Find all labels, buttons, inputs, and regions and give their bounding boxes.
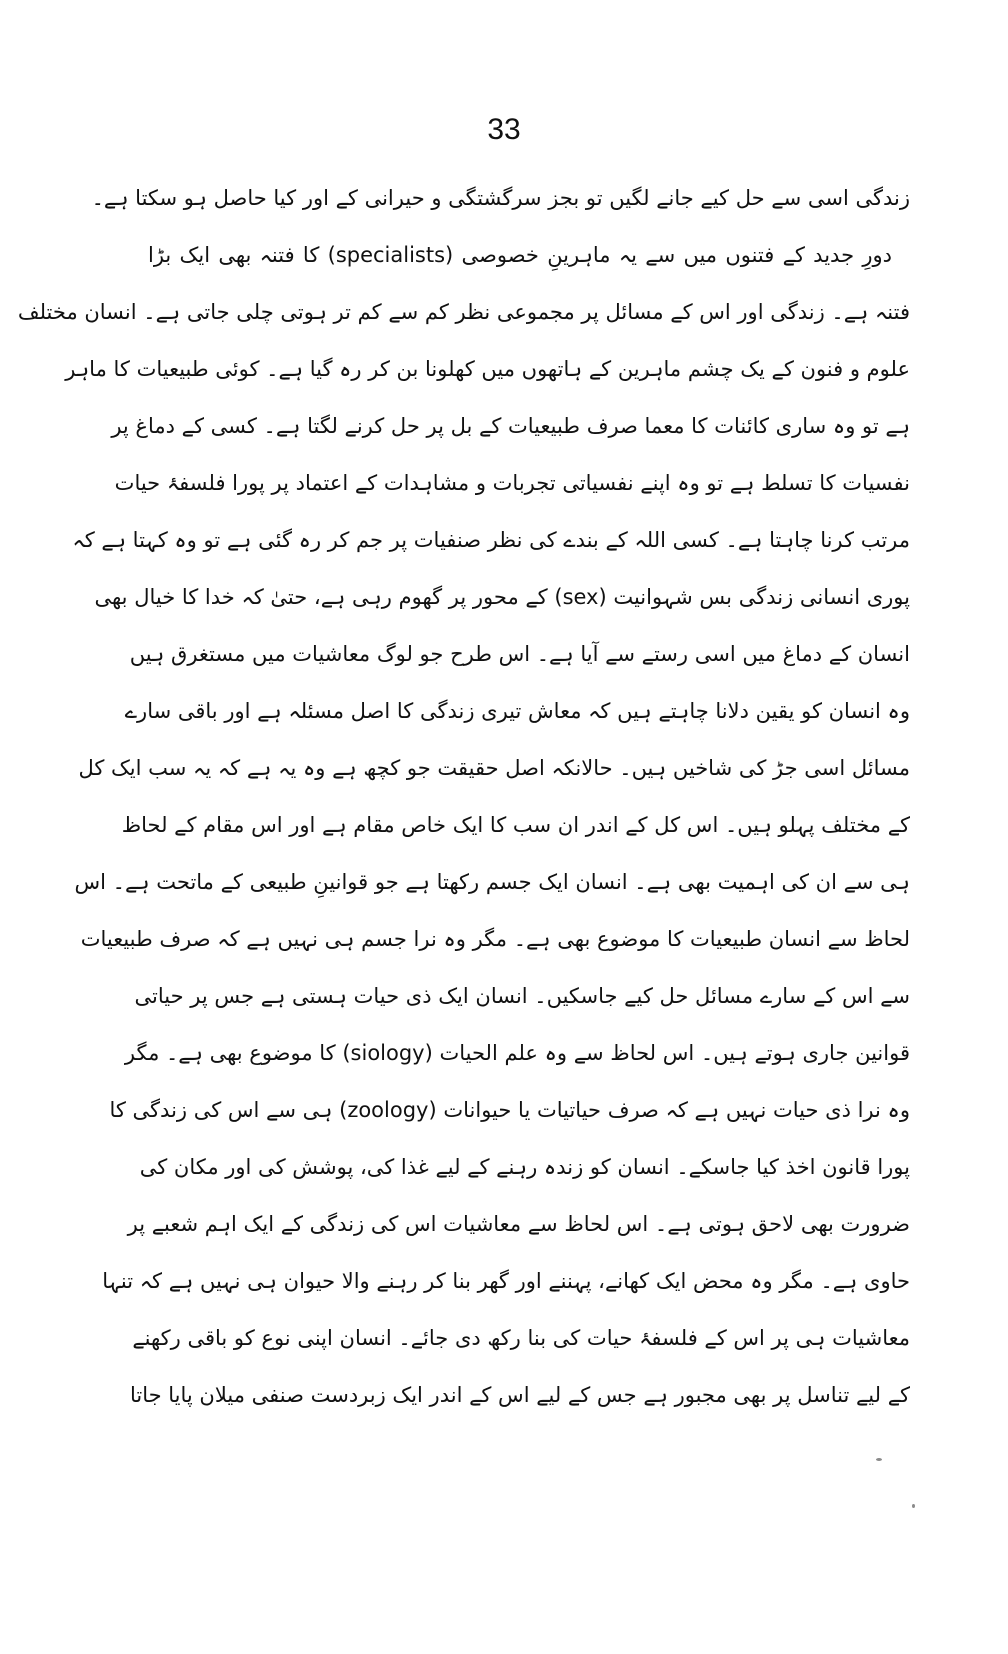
text-line: وہ انسان کو یقین دلانا چاہتے ہیں کہ معاش تیری زندگی کا اصل مسئلہ ہے اور باقی سارے [124, 699, 910, 723]
text-line: ضرورت بھی لاحق ہوتی ہے۔ اس لحاظ سے معاشیات اس کی زندگی کے ایک اہم شعبے پر [127, 1212, 910, 1236]
scan-speck [876, 1458, 882, 1461]
body-text [17, 170, 910, 1424]
text-line: حاوی ہے۔ مگر وہ محض ایک کھانے، پہننے اور گھر بنا کر رہنے والا حیوان ہی نہیں ہے کہ تنہا [102, 1269, 910, 1293]
text-line: ہی سے ان کی اہمیت بھی ہے۔ انسان ایک جسم رکھتا ہے جو قوانینِ طبیعی کے ماتحت ہے۔ اس [74, 870, 910, 894]
text-line: مرتب کرنا چاہتا ہے۔ کسی اللہ کے بندے کی نظر صنفیات پر جم کر رہ گئی ہے تو وہ کہتا ہے کہ [72, 528, 910, 552]
text-line: فتنہ ہے۔ زندگی اور اس کے مسائل پر مجموعی نظر کم سے کم تر ہوتی چلی جاتی ہے۔ انسان مختلف [17, 300, 910, 324]
text-line: زندگی اسی سے حل کیے جانے لگیں تو بجز سرگشتگی و حیرانی کے اور کیا حاصل ہو سکتا ہے۔ [91, 186, 910, 210]
text-line: قوانین جاری ہوتے ہیں۔ اس لحاظ سے وہ علم الحیات (siology) کا موضوع بھی ہے۔ مگر [124, 1041, 910, 1065]
text-line: دورِ جدید کے فتنوں میں سے یہ ماہرینِ خصوصی (specialists) کا فتنہ بھی ایک بڑا [148, 243, 892, 267]
text-line: نفسیات کا تسلط ہے تو وہ اپنے نفسیاتی تجربات و مشاہدات کے اعتماد پر پورا فلسفۂ حیات [114, 471, 910, 495]
text-line: سے اس کے سارے مسائل حل کیے جاسکیں۔ انسان ایک ذی حیات ہستی ہے جس پر حیاتی [134, 984, 910, 1008]
text-line: وہ نرا ذی حیات نہیں ہے کہ صرف حیاتیات یا حیوانات (zoology) ہی سے اس کی زندگی کا [109, 1098, 910, 1122]
text-line: پوری انسانی زندگی بس شہوانیت (sex) کے محور پر گھوم رہی ہے، حتیٰ کہ خدا کا خیال بھی [94, 585, 910, 609]
text-line: معاشیات ہی پر اس کے فلسفۂ حیات کی بنا رکھ دی جائے۔ انسان اپنی نوع کو باقی رکھنے [132, 1326, 910, 1350]
text-line: لحاظ سے انسان طبیعیات کا موضوع بھی ہے۔ مگر وہ نرا جسم ہی نہیں ہے کہ صرف طبیعیات [80, 927, 910, 951]
text-line: علوم و فنون کے یک چشم ماہرین کے ہاتھوں میں کھلونا بن کر رہ گیا ہے۔ کوئی طبیعیات کا ماہر [65, 357, 910, 381]
scan-speck [912, 1504, 915, 1508]
page-number: 33 [487, 113, 521, 146]
text-line: کے مختلف پہلو ہیں۔ اس کل کے اندر ان سب کا ایک خاص مقام ہے اور اس مقام کے لحاظ [121, 813, 910, 837]
text-line: ہے تو وہ ساری کائنات کا معما صرف طبیعیات کے بل پر حل کرنے لگتا ہے۔ کسی کے دماغ پر [111, 414, 910, 438]
text-line: پورا قانون اخذ کیا جاسکے۔ انسان کو زندہ رہنے کے لیے غذا کی، پوشش کی اور مکان کی [139, 1155, 910, 1179]
text-line: انسان کے دماغ میں اسی رستے سے آیا ہے۔ اس طرح جو لوگ معاشیات میں مستغرق ہیں [129, 642, 910, 666]
text-line: مسائل اسی جڑ کی شاخیں ہیں۔ حالانکہ اصل حقیقت جو کچھ ہے وہ یہ ہے کہ یہ سب ایک کل [78, 756, 910, 780]
text-line: کے لیے تناسل پر بھی مجبور ہے جس کے لیے اس کے اندر ایک زبردست صنفی میلان پایا جاتا [129, 1383, 910, 1407]
